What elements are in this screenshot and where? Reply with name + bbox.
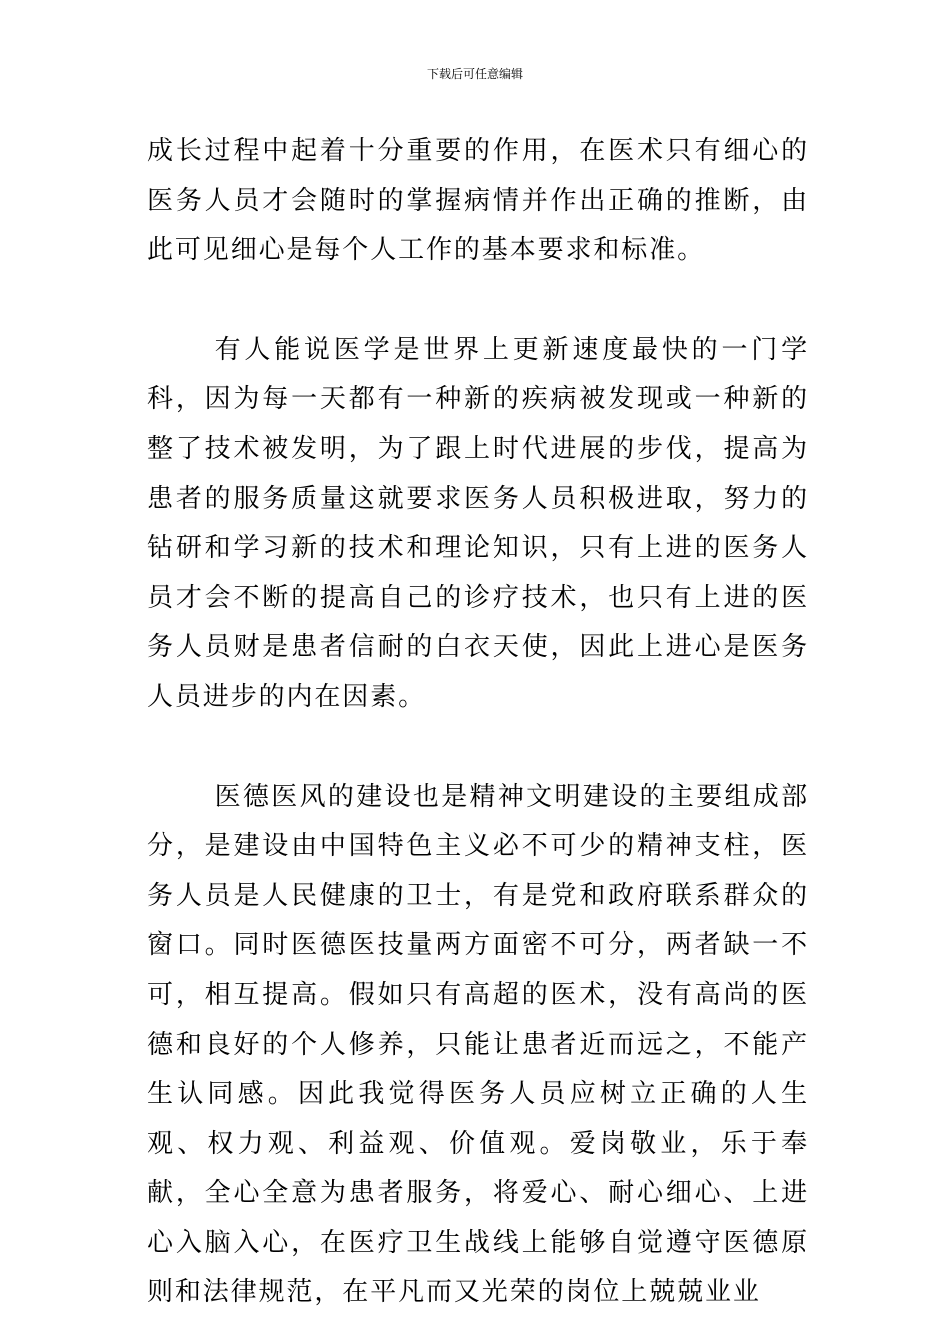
paragraph-spacer — [147, 723, 809, 773]
paragraph-spacer — [147, 276, 809, 326]
document-body — [147, 127, 809, 1318]
paragraph-medical-ethics: 医德医风的建设也是精神文明建设的主要组成部分，是建设由中国特色主义必不可少的精神支柱，医务人员是人民健康的卫士，有是党和政府联系群众的窗口。同时医德医技量两方面密不可分，两者缺一不可，相互提高。假如只有高超的医术，没有高尚的医德和良好的个人修养，只能让患者近而远之，不能产生认同感。因此我觉得医务人员应树立正确的人生观、权力观、利益观、价值观。爱岗敬业，乐于奉献，全心全意为患者服务，将爱心、耐心细心、上进心入脑入心，在医疗卫生战线上能够自觉遵守医德原则和法律规范，在平凡而又光荣的岗位上兢兢业业 — [147, 781, 809, 1308]
page-header-note: 下载后可任意编辑 — [426, 67, 523, 81]
paragraph-progress: 有人能说医学是世界上更新速度最快的一门学科，因为每一天都有一种新的疾病被发现或一种新的整了技术被发明，为了跟上时代进展的步伐，提高为患者的服务质量这就要求医务人员积极进取，努力的钻研和学习新的技术和理论知识，只有上进的医务人员才会不断的提高自己的诊疗技术，也只有上进的医务人员财是患者信耐的白衣天使，因此上进心是医务人员进步的内在因素。 — [147, 334, 809, 712]
paragraph-continued: 成长过程中起着十分重要的作用，在医术只有细心的医务人员才会随时的掌握病情并作出正确的推断，由此可见细心是每个人工作的基本要求和标准。 — [147, 136, 809, 266]
